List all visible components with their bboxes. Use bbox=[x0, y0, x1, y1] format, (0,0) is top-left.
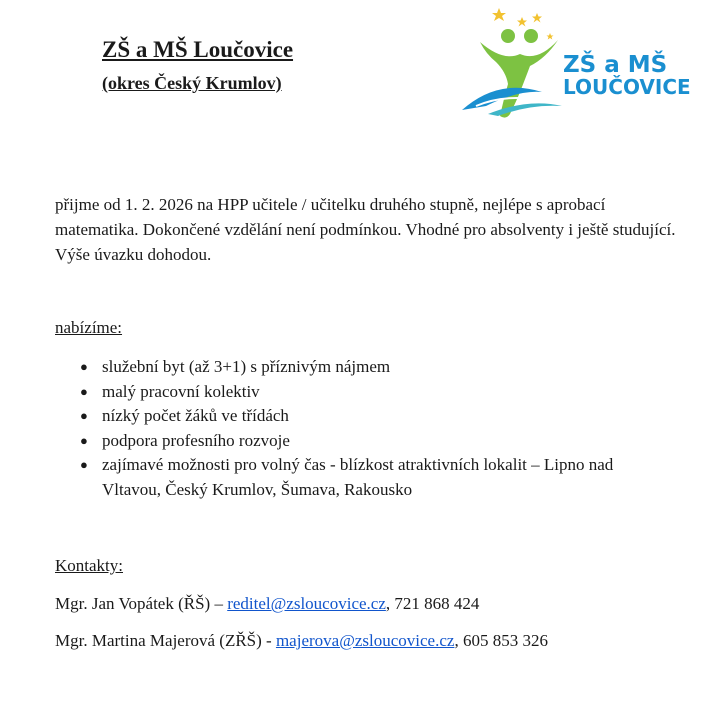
list-item: ● nízký počet žáků ve třídách bbox=[55, 404, 675, 429]
bullet-icon: ● bbox=[80, 457, 88, 473]
bullet-icon: ● bbox=[80, 383, 88, 399]
contacts-heading: Kontakty: bbox=[55, 556, 123, 575]
contact-phone: , 721 868 424 bbox=[385, 594, 480, 613]
job-description: přijme od 1. 2. 2026 na HPP učitele / učitelku druhého stupně, nejlépe s aprobací matematika. Dokončené vzdělání není podmínkou. Vhodné pro absolventy i ještě studující. Výše úvazku dohodou. bbox=[55, 195, 676, 264]
star-icon bbox=[492, 8, 506, 21]
star-icon bbox=[517, 17, 527, 27]
email-link-deputy[interactable]: majerova@zsloucovice.cz bbox=[275, 631, 455, 650]
logo-line-2: LOUČOVICE bbox=[563, 75, 691, 99]
bullet-icon: ● bbox=[80, 408, 88, 424]
list-item: ● podpora profesního rozvoje bbox=[55, 429, 675, 454]
bullet-icon: ● bbox=[80, 432, 88, 448]
star-icon bbox=[547, 33, 554, 40]
bullet-icon: ● bbox=[80, 359, 88, 374]
offer-list bbox=[55, 355, 675, 503]
list-item: ● malý pracovní kolektiv bbox=[55, 380, 675, 405]
contact-phone: , 605 853 326 bbox=[454, 631, 548, 650]
school-title: ZŠ a MŠ Loučovice bbox=[102, 37, 294, 62]
email-link-director[interactable]: reditel@zsloucovice.cz bbox=[227, 594, 386, 613]
offer-heading: nabízíme: bbox=[55, 318, 123, 337]
logo-line-1: ZŠ a MŠ bbox=[563, 52, 668, 78]
school-district: (okres Český Krumlov) bbox=[102, 73, 282, 93]
school-logo bbox=[458, 2, 708, 130]
contact-director bbox=[55, 594, 479, 614]
list-item: ● zajímavé možnosti pro volný čas - blízkost atraktivních lokalit – Lipno nad Vltavou, Český Krumlov, Šumava, Rakousko bbox=[80, 455, 614, 499]
contact-name: Mgr. Jan Vopátek (ŘŠ) – bbox=[55, 594, 228, 613]
contact-deputy bbox=[55, 631, 548, 651]
star-icon bbox=[532, 13, 542, 23]
contact-name: Mgr. Martina Majerová (ZŘŠ) - bbox=[55, 631, 276, 650]
list-item: ● služební byt (až 3+1) s příznivým nájmem bbox=[55, 355, 675, 380]
